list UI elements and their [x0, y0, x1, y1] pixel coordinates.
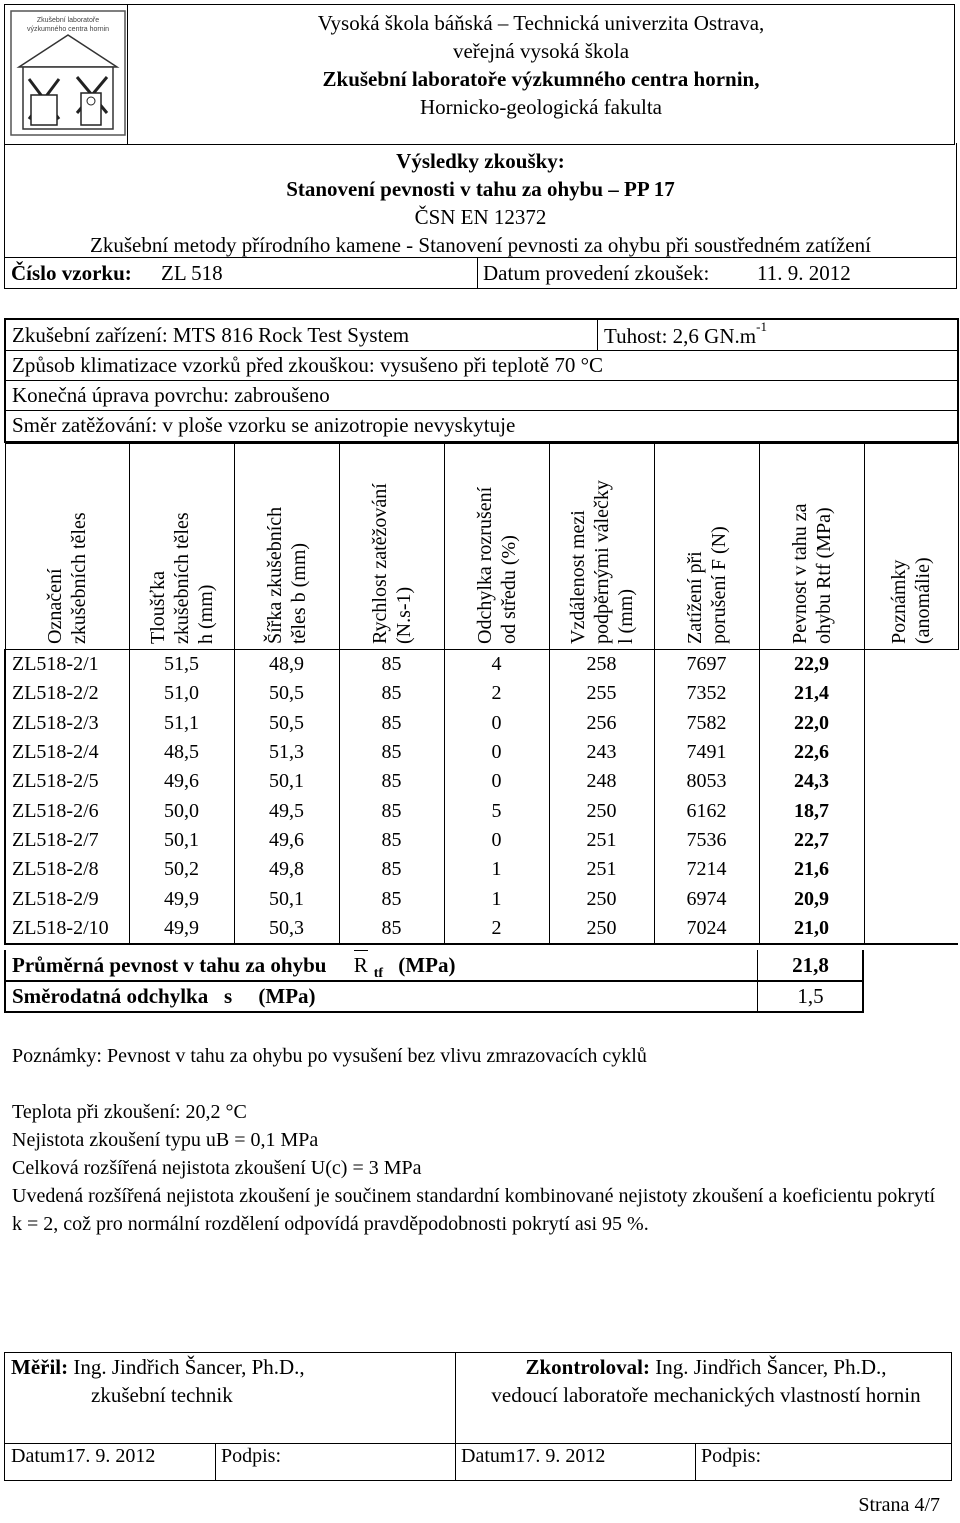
header-box [4, 4, 955, 145]
date-1: Datum17. 9. 2012 [11, 1445, 156, 1467]
column-header-line: podpěrnými válečky [590, 480, 613, 644]
column-header-line: Pevnost v tahu za [788, 503, 811, 644]
table-cell: 6974 [654, 884, 759, 913]
table-cell [864, 855, 958, 884]
table-cell: 0 [444, 738, 549, 767]
table-cell: 48,9 [234, 650, 339, 680]
standard-code: ČSN EN 12372 [414, 205, 547, 229]
table-cell: ZL518-2/5 [5, 767, 129, 796]
checked-by: Zkontroloval: Ing. Jindřich Šancer, Ph.D., vedoucí laboratoře mechanických vlastností hornin [491, 1355, 921, 1407]
institution-line-3: Zkušební laboratoře výzkumného centra hornin, [322, 67, 760, 91]
column-header-6 [549, 444, 654, 650]
table-cell: 85 [339, 709, 444, 738]
table-cell: 7214 [654, 855, 759, 884]
table-cell: 251 [549, 855, 654, 884]
table-cell: 51,3 [234, 738, 339, 767]
table-cell: 50,1 [129, 826, 234, 855]
table-cell: ZL518-2/8 [5, 855, 129, 884]
table-cell [864, 884, 958, 913]
test-method: Zkušební metody přírodního kamene - Stanovení pevnosti za ohybu při soustředném zatížení [90, 233, 871, 257]
equipment-device: Zkušební zařízení: MTS 816 Rock Test System [12, 323, 410, 347]
temperature-note: Teplota při zkoušení: 20,2 °C [12, 1101, 247, 1123]
table-cell [864, 738, 958, 767]
table-cell: 250 [549, 914, 654, 944]
table-cell: 49,9 [129, 884, 234, 913]
table-cell: 250 [549, 884, 654, 913]
table-cell: 21,0 [759, 914, 864, 944]
table-cell: 251 [549, 826, 654, 855]
table-row [5, 826, 958, 855]
column-header-line: (N.s-1) [392, 586, 415, 644]
table-cell: 49,6 [129, 767, 234, 796]
column-header-line: těles b (mm) [287, 542, 310, 644]
column-header-line: Poznámky [888, 559, 910, 644]
table-cell: 50,1 [234, 884, 339, 913]
table-cell [864, 914, 958, 944]
table-cell: 7536 [654, 826, 759, 855]
date-label: Datum provedení zkoušek: [483, 261, 710, 285]
table-cell: 248 [549, 767, 654, 796]
std-dev-value: 1,5 [757, 981, 863, 1011]
table-cell: 50,1 [234, 767, 339, 796]
table-cell: 85 [339, 826, 444, 855]
column-header-4 [339, 444, 444, 650]
table-cell: 7582 [654, 709, 759, 738]
column-header-3 [234, 444, 339, 650]
table-cell: 7352 [654, 679, 759, 708]
table-cell: 5 [444, 796, 549, 825]
table-cell: 85 [339, 679, 444, 708]
signature-2: Podpis: [701, 1445, 762, 1467]
loading-direction: Směr zatěžování: v ploše vzorku se anizotropie nevyskytuje [12, 413, 516, 437]
table-cell: ZL518-2/3 [5, 709, 129, 738]
column-header-line: Rychlost zatěžování [368, 483, 391, 644]
table-cell: ZL518-2/1 [5, 650, 129, 680]
column-header-line: od středu (%) [497, 535, 520, 644]
table-cell: 4 [444, 650, 549, 680]
table-row [5, 855, 958, 884]
test-name: Stanovení pevnosti v tahu za ohybu – PP 17 [286, 177, 675, 201]
sample-label: Číslo vzorku: [11, 261, 132, 285]
table-cell: ZL518-2/2 [5, 679, 129, 708]
table-cell: 21,4 [759, 679, 864, 708]
table-cell: 48,5 [129, 738, 234, 767]
mean-strength-row [4, 950, 864, 982]
stiffness: Tuhost: 2,6 $GN.m^{-1}$ [604, 319, 767, 348]
column-header-7 [654, 444, 759, 650]
table-cell: 7024 [654, 914, 759, 944]
table-cell: 1 [444, 884, 549, 913]
column-header-line: (anomálie) [912, 557, 934, 644]
sample-row [5, 257, 956, 289]
column-header-line: porušení F (N) [707, 526, 730, 644]
column-header-line: zkušebních těles [68, 512, 90, 644]
column-header-line: ohybu Rtf (MPa) [812, 507, 835, 644]
table-cell [864, 709, 958, 738]
table-cell [864, 826, 958, 855]
table-cell: 1 [444, 855, 549, 884]
table-cell: 22,0 [759, 709, 864, 738]
surface-finish: Konečná úprava povrchu: zabroušeno [12, 383, 330, 407]
table-cell: ZL518-2/10 [5, 914, 129, 944]
table-cell: 51,5 [129, 650, 234, 680]
table-cell [864, 767, 958, 796]
mean-strength-value: 21,8 [757, 950, 863, 980]
measured-by: Měřil: Ing. Jindřich Šancer, Ph.D., zkušební technik [11, 1355, 305, 1407]
column-header-5 [444, 444, 549, 650]
table-row [5, 679, 958, 708]
table-row [5, 884, 958, 913]
table-cell: 85 [339, 738, 444, 767]
date-value: 11. 9. 2012 [757, 261, 851, 285]
table-cell: 0 [444, 709, 549, 738]
table-cell: 50,5 [234, 679, 339, 708]
uncertainty-b-note: Nejistota zkoušení typu uB = 0,1 MPa [12, 1129, 319, 1151]
logo-text-2: výzkumného centra hornin [26, 26, 110, 33]
table-cell: 18,7 [759, 796, 864, 825]
table-cell: 250 [549, 796, 654, 825]
mean-strength-label: Průměrná pevnost v tahu za ohybu R $_{tf}$ (MPa) [12, 953, 455, 982]
results-table-wrap [4, 443, 957, 945]
table-cell: 24,3 [759, 767, 864, 796]
signature-1: Podpis: [221, 1445, 282, 1467]
table-cell: 50,5 [234, 709, 339, 738]
institution-line-1: Vysoká škola báňská – Technická univerzita Ostrava, [317, 11, 765, 35]
table-row [5, 709, 958, 738]
signature-block [4, 1352, 952, 1481]
sample-value: ZL 518 [161, 261, 223, 285]
table-cell: 20,9 [759, 884, 864, 913]
column-header-8 [759, 444, 864, 650]
table-cell: ZL518-2/9 [5, 884, 129, 913]
table-cell: 85 [339, 650, 444, 680]
column-header-line: Odchylka rozrušení [473, 486, 496, 644]
institution-line-2: veřejná vysoká škola [452, 39, 630, 63]
table-cell: 258 [549, 650, 654, 680]
table-cell: 0 [444, 826, 549, 855]
column-header-9 [864, 444, 958, 650]
equipment-block [4, 318, 959, 443]
institution-line-4: Hornicko-geologická fakulta [420, 95, 662, 119]
std-dev-label: Směrodatná odchylka s (MPa) [12, 984, 316, 1008]
table-cell: 255 [549, 679, 654, 708]
page-number: Strana 4/7 [858, 1494, 940, 1516]
table-cell: 85 [339, 767, 444, 796]
table-cell: 21,6 [759, 855, 864, 884]
table-cell: ZL518-2/4 [5, 738, 129, 767]
results-table [4, 443, 959, 945]
table-cell: ZL518-2/7 [5, 826, 129, 855]
table-header-row [5, 444, 958, 650]
table-cell: 85 [339, 855, 444, 884]
table-cell: 49,8 [234, 855, 339, 884]
table-cell [864, 650, 958, 680]
table-cell: 85 [339, 884, 444, 913]
table-cell: 51,1 [129, 709, 234, 738]
loading-row [6, 410, 957, 440]
column-header-line: zkušebních těles [170, 512, 193, 644]
table-row [5, 738, 958, 767]
institution-header [131, 9, 951, 121]
university-logo [9, 9, 127, 137]
table-cell: 49,6 [234, 826, 339, 855]
surface-row [6, 380, 957, 411]
column-header-line: Šířka zkušebních [263, 506, 286, 644]
table-cell: 50,2 [129, 855, 234, 884]
table-cell: 0 [444, 767, 549, 796]
column-header-line: Vzdálenost mezi [566, 510, 589, 644]
table-cell: 6162 [654, 796, 759, 825]
table-row [5, 767, 958, 796]
table-cell: 2 [444, 914, 549, 944]
table-cell: 22,6 [759, 738, 864, 767]
table-cell: 85 [339, 796, 444, 825]
column-header-1 [5, 444, 129, 650]
table-cell: 22,7 [759, 826, 864, 855]
climatization: Způsob klimatizace vzorků před zkouškou: vysušeno při teplotě 70 °C [12, 353, 604, 377]
equipment-row [6, 320, 957, 351]
table-cell: 243 [549, 738, 654, 767]
table-cell: 7697 [654, 650, 759, 680]
table-cell: 49,9 [129, 914, 234, 944]
table-cell: 2 [444, 679, 549, 708]
table-cell: 22,9 [759, 650, 864, 680]
table-cell [864, 679, 958, 708]
table-cell: 50,0 [129, 796, 234, 825]
column-header-line: l (mm) [614, 589, 637, 644]
column-header-line: Zatížení při [683, 551, 706, 644]
uncertainty-explanation: Uvedená rozšířená nejistota zkoušení je součinem standardní kombinované nejistoty zkoušení a koeficientu pokrytí k = 2, což pro normální rozdělení odpovídá pravděpodobnosti pokrytí asi 95 %. [12, 1185, 936, 1235]
column-header-line: Označení [44, 568, 66, 644]
table-cell: 85 [339, 914, 444, 944]
table-cell: ZL518-2/6 [5, 796, 129, 825]
table-cell: 8053 [654, 767, 759, 796]
results-heading: Výsledky zkoušky: [396, 149, 565, 173]
remark-note: Poznámky: Pevnost v tahu za ohybu po vysušení bez vlivu zmrazovacích cyklů [12, 1045, 647, 1067]
table-cell [864, 796, 958, 825]
logo-text-1: Zkušební laboratoře [36, 17, 100, 24]
table-row [5, 650, 958, 680]
expanded-uncertainty-note: Celková rozšířená nejistota zkoušení U(c) = 3 MPa [12, 1157, 422, 1179]
table-cell: 51,0 [129, 679, 234, 708]
column-header-line: h (mm) [194, 584, 217, 644]
table-cell: 49,5 [234, 796, 339, 825]
column-header-2 [129, 444, 234, 650]
table-cell: 50,3 [234, 914, 339, 944]
test-title-block [4, 143, 957, 289]
date-2: Datum17. 9. 2012 [461, 1445, 606, 1467]
table-cell: 7491 [654, 738, 759, 767]
table-cell: 256 [549, 709, 654, 738]
climatization-row [6, 350, 957, 381]
table-row [5, 796, 958, 825]
column-header-line: Tloušťka [146, 571, 169, 644]
std-dev-row [4, 980, 864, 1013]
table-row [5, 914, 958, 944]
